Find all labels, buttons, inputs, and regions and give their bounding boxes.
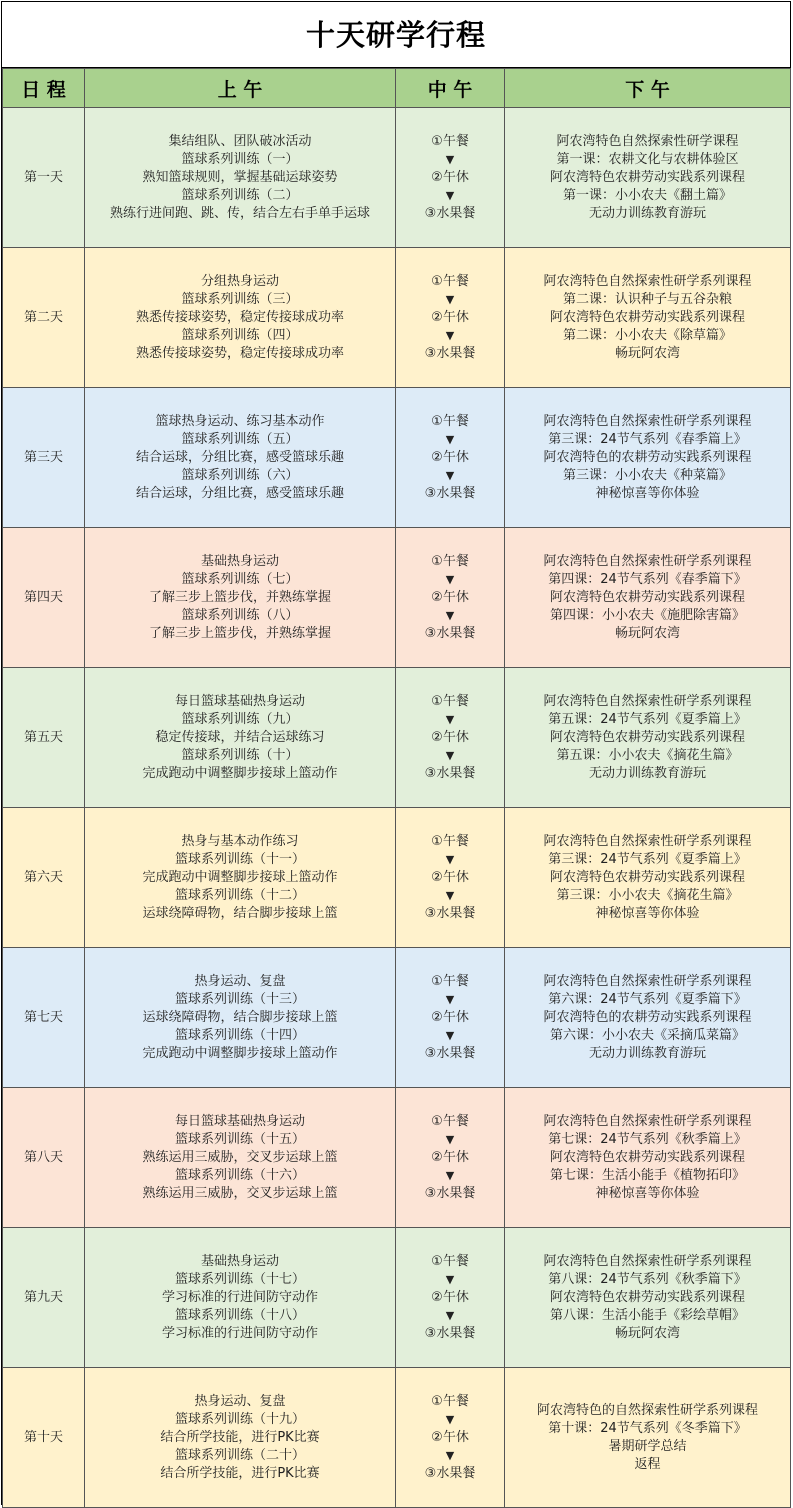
day-label: 第四天 — [3, 528, 85, 668]
noon-activity: ③水果餐 — [424, 345, 476, 361]
schedule-body — [3, 108, 791, 1508]
afternoon-activity: 阿农湾特色自然探索性研学系列课程 — [543, 273, 752, 289]
morning-activity: 完成跑动中调整脚步接球上篮动作 — [142, 869, 338, 885]
noon-cell — [396, 1088, 505, 1228]
afternoon-activity: 第二课：认识种子与五谷杂粮 — [562, 291, 732, 307]
noon-activity: ①午餐 — [431, 413, 469, 429]
afternoon-activity: 阿农湾特色自然探索性研学系列课程 — [543, 1253, 752, 1269]
morning-activity: 运球绕障碍物，结合脚步接球上篮 — [142, 1009, 338, 1025]
afternoon-activity: 第四课：小小农夫《施肥除害篇》 — [549, 607, 745, 623]
afternoon-activity: 阿农湾特色自然探索性研学系列课程 — [543, 413, 752, 429]
morning-activity: 稳定传接球，并结合运球练习 — [155, 729, 325, 745]
afternoon-activity: 返程 — [634, 1456, 661, 1472]
down-arrow-icon: ▼ — [445, 608, 455, 622]
page-title: 十天研学行程 — [2, 2, 790, 68]
noon-activity: ②午休 — [431, 729, 469, 745]
morning-activity: 学习标准的行进间防守动作 — [161, 1289, 318, 1305]
afternoon-activity: 阿农湾特色农耕劳动实践系列课程 — [549, 309, 745, 325]
down-arrow-icon: ▼ — [445, 992, 455, 1006]
morning-cell — [85, 388, 396, 528]
afternoon-activity: 阿农湾特色农耕劳动实践系列课程 — [549, 869, 745, 885]
afternoon-activity: 第四课：24节气系列《春季篇下》 — [548, 571, 747, 587]
day-label: 第五天 — [3, 668, 85, 808]
down-arrow-icon: ▼ — [445, 468, 455, 482]
afternoon-activity: 阿农湾特色的自然探索性研学系列课程 — [536, 1402, 758, 1418]
morning-activity: 篮球系列训练（十五） — [174, 1131, 305, 1147]
afternoon-activity: 第一课：小小农夫《翻土篇》 — [562, 187, 732, 203]
day-label: 第十天 — [3, 1368, 85, 1508]
afternoon-activity: 畅玩阿农湾 — [614, 345, 680, 361]
noon-activity: ②午休 — [431, 1289, 469, 1305]
afternoon-activity: 神秘惊喜等你体验 — [595, 485, 700, 501]
morning-activity: 学习标准的行进间防守动作 — [161, 1325, 318, 1341]
morning-activity: 运球绕障碍物，结合脚步接球上篮 — [142, 905, 338, 921]
noon-activity: ②午休 — [431, 309, 469, 325]
afternoon-activity: 第五课：小小农夫《摘花生篇》 — [556, 747, 739, 763]
schedule-row — [3, 1368, 791, 1508]
noon-activity: ③水果餐 — [424, 625, 476, 641]
morning-activity: 篮球系列训练（六） — [181, 467, 299, 483]
morning-cell — [85, 1088, 396, 1228]
noon-activity: ①午餐 — [431, 1393, 469, 1409]
down-arrow-icon: ▼ — [445, 432, 455, 446]
day-label: 第八天 — [3, 1088, 85, 1228]
afternoon-cell — [505, 948, 791, 1088]
noon-activity: ②午休 — [431, 1149, 469, 1165]
noon-activity: ③水果餐 — [424, 1465, 476, 1481]
afternoon-activity: 第三课：24节气系列《夏季篇上》 — [548, 851, 747, 867]
morning-activity: 结合运球，分组比赛，感受篮球乐趣 — [135, 449, 344, 465]
morning-activity: 完成跑动中调整脚步接球上篮动作 — [142, 765, 338, 781]
morning-cell — [85, 668, 396, 808]
afternoon-activity: 第八课：生活小能手《彩绘草帽》 — [549, 1307, 745, 1323]
afternoon-activity: 阿农湾特色农耕劳动实践系列课程 — [549, 169, 745, 185]
afternoon-activity: 阿农湾特色农耕劳动实践系列课程 — [549, 1149, 745, 1165]
schedule-row — [3, 108, 791, 248]
noon-activity: ②午休 — [431, 869, 469, 885]
morning-activity: 基础热身运动 — [200, 1253, 279, 1269]
schedule-row — [3, 668, 791, 808]
afternoon-activity: 第一课：农耕文化与农耕体验区 — [556, 151, 739, 167]
noon-activity: ①午餐 — [431, 1253, 469, 1269]
morning-activity: 结合运球，分组比赛，感受篮球乐趣 — [135, 485, 344, 501]
morning-activity: 篮球系列训练（二） — [181, 187, 299, 203]
morning-activity: 篮球系列训练（五） — [181, 431, 299, 447]
noon-cell — [396, 1368, 505, 1508]
schedule-row — [3, 248, 791, 388]
noon-activity: ③水果餐 — [424, 1045, 476, 1061]
afternoon-activity: 神秘惊喜等你体验 — [595, 1185, 700, 1201]
down-arrow-icon: ▼ — [445, 572, 455, 586]
afternoon-activity: 第八课：24节气系列《秋季篇下》 — [548, 1271, 747, 1287]
afternoon-activity: 阿农湾特色农耕劳动实践系列课程 — [549, 589, 745, 605]
afternoon-activity: 畅玩阿农湾 — [614, 1325, 680, 1341]
afternoon-cell — [505, 108, 791, 248]
afternoon-activity: 第二课：小小农夫《除草篇》 — [562, 327, 732, 343]
afternoon-activity: 阿农湾特色自然探索性研学系列课程 — [543, 553, 752, 569]
morning-activity: 篮球系列训练（十九） — [174, 1411, 305, 1427]
morning-activity: 完成跑动中调整脚步接球上篮动作 — [142, 1045, 338, 1061]
afternoon-activity: 阿农湾特色自然探索性研学课程 — [556, 133, 739, 149]
noon-activity: ②午休 — [431, 449, 469, 465]
afternoon-activity: 第七课：生活小能手《植物拓印》 — [549, 1167, 745, 1183]
schedule-table — [2, 68, 791, 1508]
afternoon-cell — [505, 248, 791, 388]
afternoon-activity: 畅玩阿农湾 — [614, 625, 680, 641]
morning-activity: 篮球系列训练（十） — [181, 747, 299, 763]
header-noon: 中 午 — [396, 69, 505, 108]
noon-cell — [396, 248, 505, 388]
noon-activity: ①午餐 — [431, 693, 469, 709]
noon-cell — [396, 1228, 505, 1368]
noon-cell — [396, 948, 505, 1088]
morning-activity: 熟悉传接球姿势，稳定传接球成功率 — [135, 345, 344, 361]
schedule-row — [3, 1228, 791, 1368]
header-day: 日 程 — [3, 69, 85, 108]
noon-activity: ③水果餐 — [424, 1325, 476, 1341]
day-label: 第七天 — [3, 948, 85, 1088]
afternoon-activity: 阿农湾特色的农耕劳动实践系列课程 — [543, 1009, 752, 1025]
afternoon-activity: 阿农湾特色自然探索性研学系列课程 — [543, 833, 752, 849]
noon-activity: ①午餐 — [431, 133, 469, 149]
morning-cell — [85, 1368, 396, 1508]
down-arrow-icon: ▼ — [445, 328, 455, 342]
down-arrow-icon: ▼ — [445, 188, 455, 202]
schedule-row — [3, 948, 791, 1088]
afternoon-activity: 阿农湾特色的农耕劳动实践系列课程 — [543, 449, 752, 465]
afternoon-cell — [505, 388, 791, 528]
afternoon-activity: 第五课：24节气系列《夏季篇上》 — [548, 711, 747, 727]
header-morning: 上 午 — [85, 69, 396, 108]
noon-cell — [396, 808, 505, 948]
morning-activity: 篮球系列训练（十六） — [174, 1167, 305, 1183]
schedule-row — [3, 1088, 791, 1228]
morning-cell — [85, 248, 396, 388]
morning-activity: 热身运动、复盘 — [194, 1393, 286, 1409]
afternoon-activity: 无动力训练教育游玩 — [588, 765, 706, 781]
noon-activity: ①午餐 — [431, 1113, 469, 1129]
afternoon-cell — [505, 1228, 791, 1368]
noon-activity: ①午餐 — [431, 553, 469, 569]
afternoon-activity: 第三课：24节气系列《春季篇上》 — [548, 431, 747, 447]
noon-activity: ①午餐 — [431, 833, 469, 849]
morning-activity: 结合所学技能，进行PK比赛 — [160, 1429, 320, 1445]
afternoon-activity: 第七课：24节气系列《秋季篇上》 — [548, 1131, 747, 1147]
down-arrow-icon: ▼ — [445, 1412, 455, 1426]
down-arrow-icon: ▼ — [445, 292, 455, 306]
afternoon-activity: 无动力训练教育游玩 — [588, 205, 706, 221]
morning-activity: 熟悉传接球姿势，稳定传接球成功率 — [135, 309, 344, 325]
afternoon-activity: 阿农湾特色自然探索性研学系列课程 — [543, 693, 752, 709]
afternoon-cell — [505, 1088, 791, 1228]
morning-activity: 篮球系列训练（十二） — [174, 887, 305, 903]
schedule-sheet — [1, 1, 791, 1505]
afternoon-activity: 神秘惊喜等你体验 — [595, 905, 700, 921]
down-arrow-icon: ▼ — [445, 712, 455, 726]
morning-activity: 热身与基本动作练习 — [181, 833, 299, 849]
morning-activity: 了解三步上篮步伐，并熟练掌握 — [148, 625, 331, 641]
morning-activity: 结合所学技能，进行PK比赛 — [160, 1465, 320, 1481]
down-arrow-icon: ▼ — [445, 1308, 455, 1322]
noon-activity: ②午休 — [431, 1429, 469, 1445]
noon-activity: ③水果餐 — [424, 205, 476, 221]
morning-activity: 篮球系列训练（三） — [181, 291, 299, 307]
noon-activity: ②午休 — [431, 589, 469, 605]
afternoon-activity: 无动力训练教育游玩 — [588, 1045, 706, 1061]
schedule-row — [3, 528, 791, 668]
down-arrow-icon: ▼ — [445, 152, 455, 166]
afternoon-activity: 阿农湾特色农耕劳动实践系列课程 — [549, 1289, 745, 1305]
down-arrow-icon: ▼ — [445, 748, 455, 762]
down-arrow-icon: ▼ — [445, 1168, 455, 1182]
morning-activity: 篮球系列训练（九） — [181, 711, 299, 727]
day-label: 第二天 — [3, 248, 85, 388]
afternoon-activity: 第十课：24节气系列《冬季篇下》 — [548, 1420, 747, 1436]
morning-activity: 篮球系列训练（十七） — [174, 1271, 305, 1287]
day-label: 第三天 — [3, 388, 85, 528]
morning-activity: 基础热身运动 — [200, 553, 279, 569]
schedule-row — [3, 388, 791, 528]
noon-activity: ①午餐 — [431, 973, 469, 989]
morning-activity: 篮球系列训练（十八） — [174, 1307, 305, 1323]
afternoon-activity: 第三课：小小农夫《摘花生篇》 — [556, 887, 739, 903]
down-arrow-icon: ▼ — [445, 1132, 455, 1146]
down-arrow-icon: ▼ — [445, 1448, 455, 1462]
morning-activity: 篮球系列训练（二十） — [174, 1447, 305, 1463]
noon-cell — [396, 528, 505, 668]
noon-cell — [396, 668, 505, 808]
afternoon-cell — [505, 1368, 791, 1508]
morning-activity: 篮球系列训练（十一） — [174, 851, 305, 867]
afternoon-activity: 阿农湾特色自然探索性研学系列课程 — [543, 973, 752, 989]
noon-activity: ②午休 — [431, 169, 469, 185]
morning-activity: 了解三步上篮步伐，并熟练掌握 — [148, 589, 331, 605]
noon-cell — [396, 108, 505, 248]
morning-activity: 篮球系列训练（七） — [181, 571, 299, 587]
header-afternoon: 下 午 — [505, 69, 791, 108]
down-arrow-icon: ▼ — [445, 852, 455, 866]
morning-activity: 篮球系列训练（十三） — [174, 991, 305, 1007]
afternoon-activity: 第六课：24节气系列《夏季篇下》 — [548, 991, 747, 1007]
morning-activity: 篮球系列训练（八） — [181, 607, 299, 623]
down-arrow-icon: ▼ — [445, 1272, 455, 1286]
noon-activity: ①午餐 — [431, 273, 469, 289]
morning-cell — [85, 528, 396, 668]
morning-activity: 熟练运用三威胁，交叉步运球上篮 — [142, 1185, 338, 1201]
morning-activity: 篮球系列训练（四） — [181, 327, 299, 343]
morning-activity: 熟知篮球规则，掌握基础运球姿势 — [142, 169, 338, 185]
morning-cell — [85, 108, 396, 248]
afternoon-cell — [505, 668, 791, 808]
day-label: 第一天 — [3, 108, 85, 248]
schedule-row — [3, 808, 791, 948]
afternoon-activity: 第六课：小小农夫《采摘瓜菜篇》 — [549, 1027, 745, 1043]
afternoon-cell — [505, 528, 791, 668]
morning-activity: 每日篮球基础热身运动 — [174, 1113, 305, 1129]
morning-activity: 熟练行进间跑、跳、传，结合左右手单手运球 — [109, 205, 370, 221]
noon-activity: ③水果餐 — [424, 765, 476, 781]
morning-activity: 篮球系列训练（十四） — [174, 1027, 305, 1043]
noon-activity: ③水果餐 — [424, 485, 476, 501]
morning-activity: 篮球系列训练（一） — [181, 151, 299, 167]
day-label: 第九天 — [3, 1228, 85, 1368]
morning-activity: 热身运动、复盘 — [194, 973, 286, 989]
morning-activity: 分组热身运动 — [200, 273, 279, 289]
afternoon-activity: 阿农湾特色自然探索性研学系列课程 — [543, 1113, 752, 1129]
down-arrow-icon: ▼ — [445, 888, 455, 902]
morning-activity: 每日篮球基础热身运动 — [174, 693, 305, 709]
noon-activity: ②午休 — [431, 1009, 469, 1025]
down-arrow-icon: ▼ — [445, 1028, 455, 1042]
afternoon-cell — [505, 808, 791, 948]
morning-activity: 篮球热身运动、练习基本动作 — [155, 413, 325, 429]
afternoon-activity: 第三课：小小农夫《种菜篇》 — [562, 467, 732, 483]
day-label: 第六天 — [3, 808, 85, 948]
noon-cell — [396, 388, 505, 528]
afternoon-activity: 阿农湾特色农耕劳动实践系列课程 — [549, 729, 745, 745]
noon-activity: ③水果餐 — [424, 905, 476, 921]
noon-activity: ③水果餐 — [424, 1185, 476, 1201]
morning-cell — [85, 808, 396, 948]
morning-cell — [85, 948, 396, 1088]
header-row — [3, 69, 791, 108]
afternoon-activity: 暑期研学总结 — [608, 1438, 687, 1454]
morning-activity: 集结组队、团队破冰活动 — [168, 133, 312, 149]
morning-cell — [85, 1228, 396, 1368]
morning-activity: 熟练运用三威胁，交叉步运球上篮 — [142, 1149, 338, 1165]
